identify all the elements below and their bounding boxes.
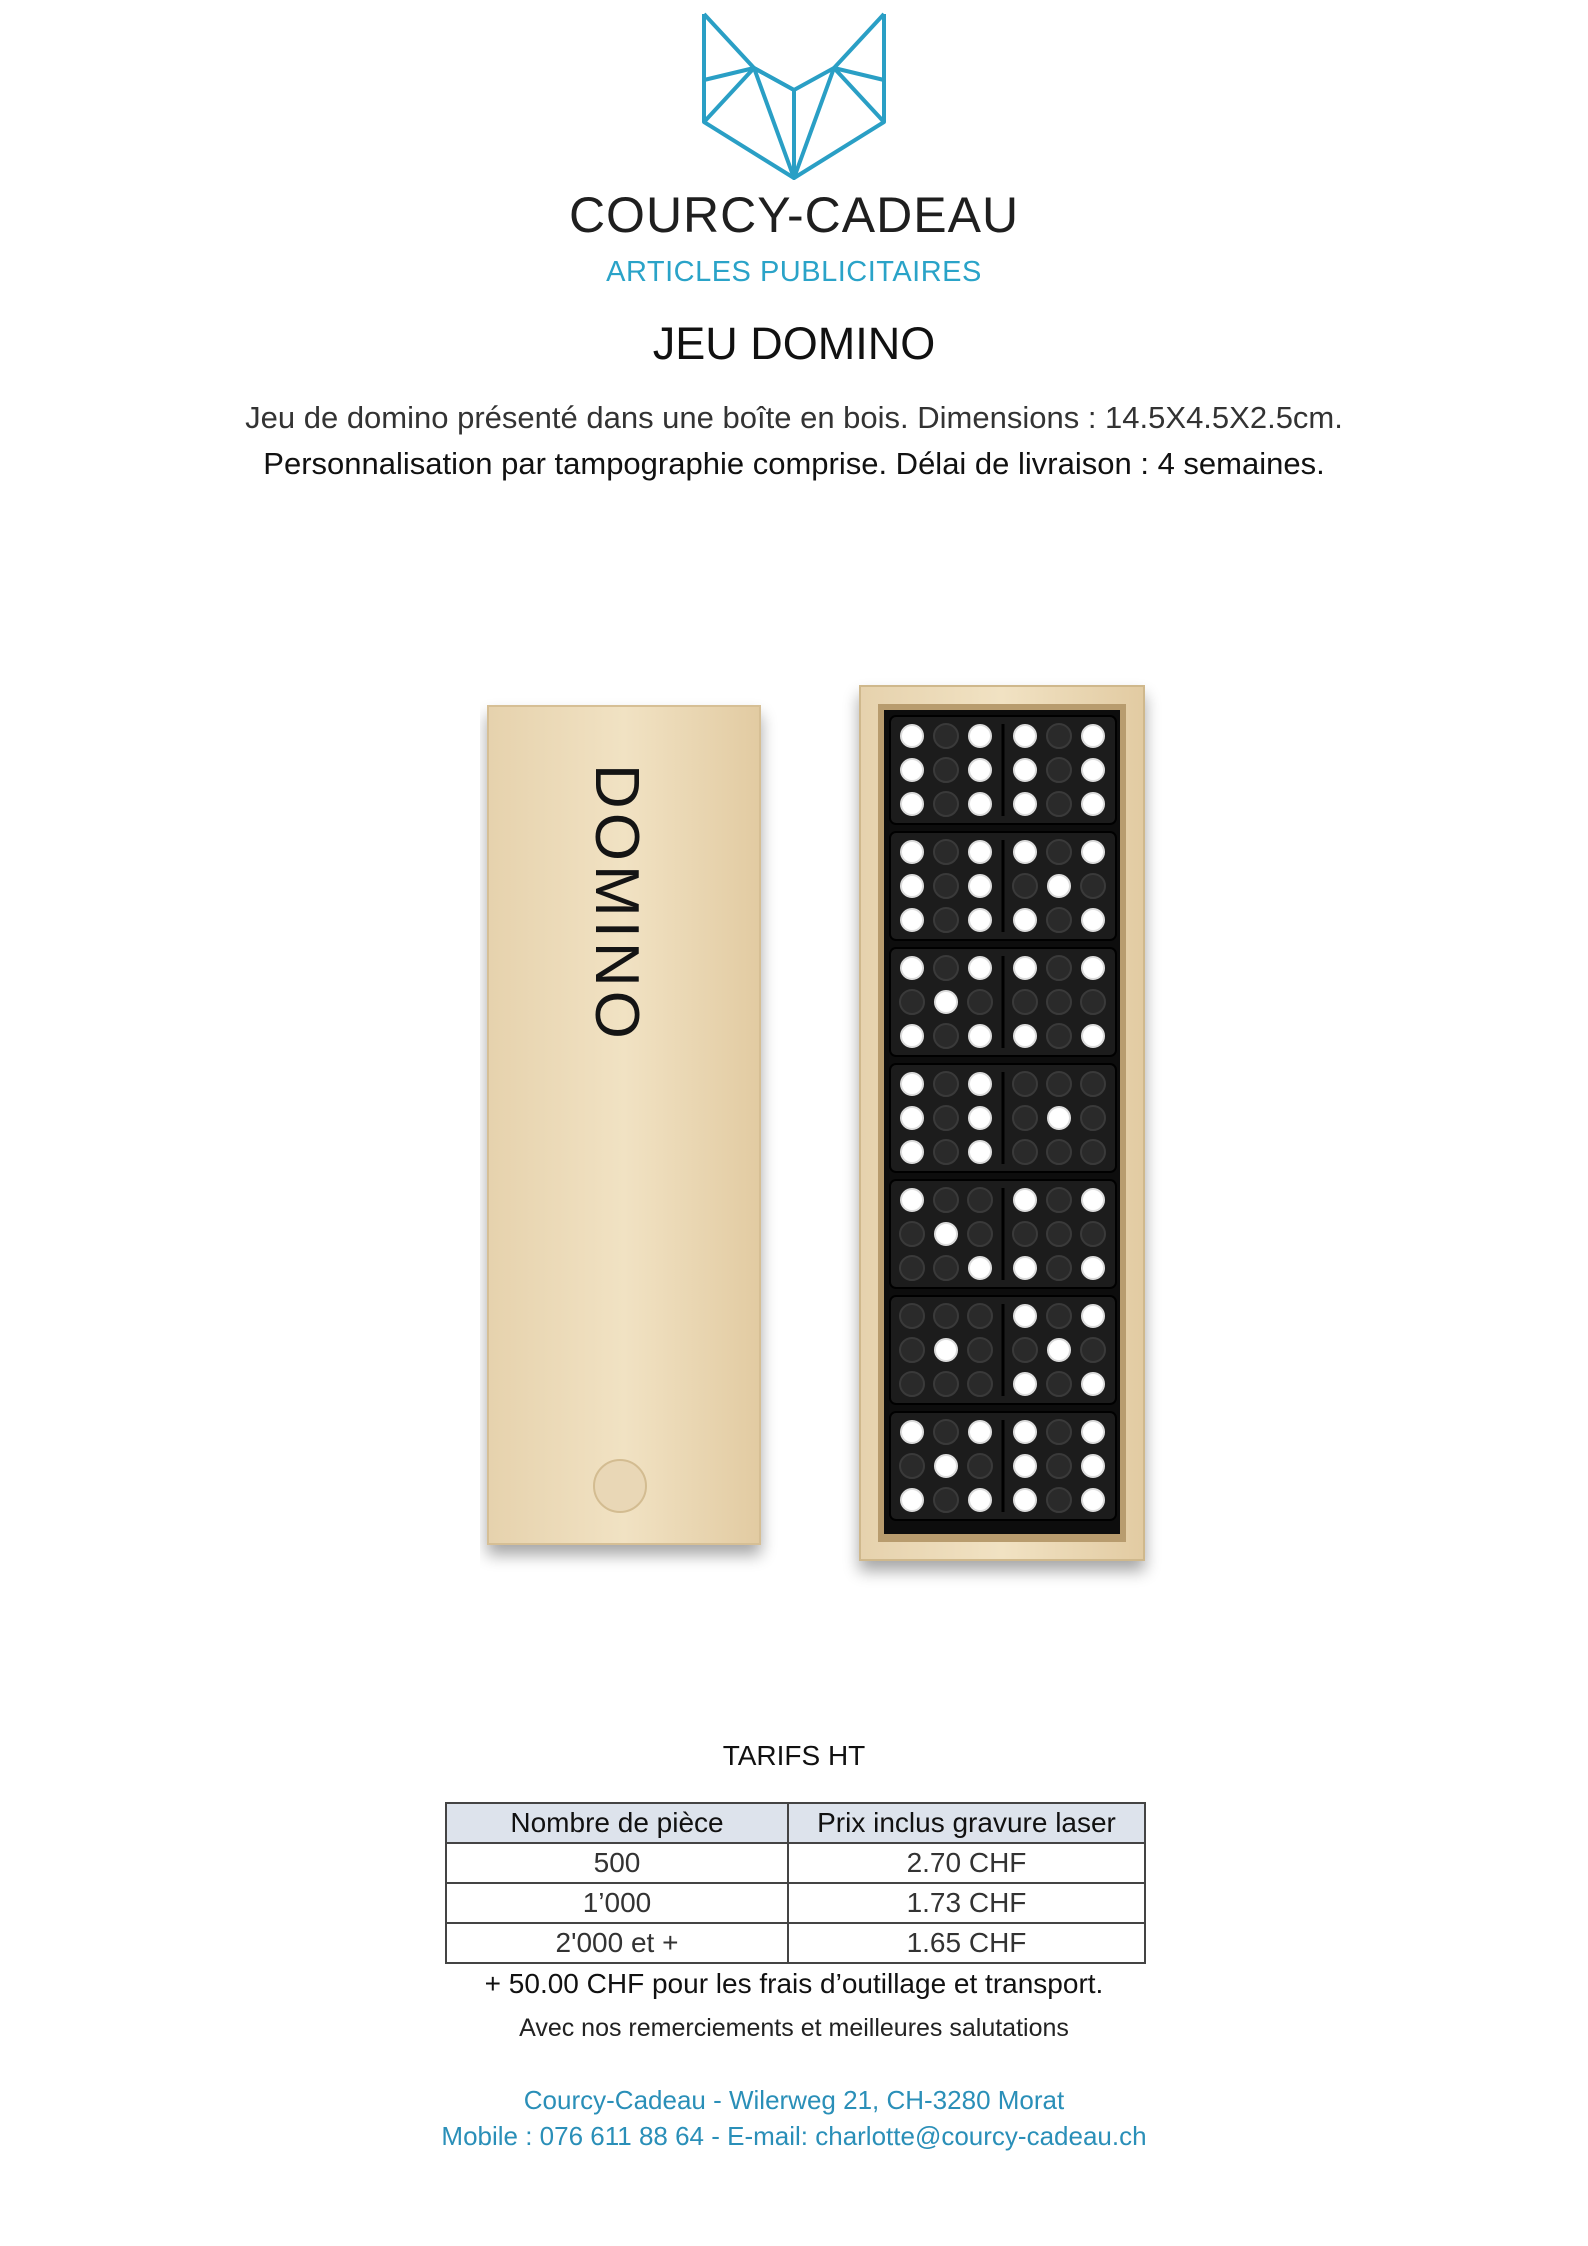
domino-pip (1082, 759, 1104, 781)
domino-pip (1014, 1373, 1036, 1395)
tooling-fee-note: + 50.00 CHF pour les frais d’outillage et transport. (484, 1968, 1104, 1999)
domino-pip-slot (1047, 1454, 1071, 1478)
domino-tile (890, 716, 1116, 824)
domino-pip-slot (1081, 990, 1105, 1014)
courcy-cadeau-logo-icon (694, 10, 894, 180)
domino-pip-slot (934, 1304, 958, 1328)
domino-pip-slot (1047, 1256, 1071, 1280)
domino-pip-slot (1047, 1188, 1071, 1212)
domino-half (901, 724, 991, 816)
domino-pip-slot (900, 1222, 924, 1246)
domino-pip (969, 1257, 991, 1279)
domino-pip (1014, 1489, 1036, 1511)
domino-pip-slot (1081, 1072, 1105, 1096)
domino-pip (901, 1141, 923, 1163)
table-row (446, 1923, 1145, 1963)
domino-pip-slot (1047, 990, 1071, 1014)
domino-pip-slot (968, 1222, 992, 1246)
pricing-heading: TARIFS HT (722, 1740, 866, 1771)
product-details: Personnalisation par tampographie comprise. Délai de livraison : 4 semaines. (263, 446, 1325, 481)
domino-pip (1014, 793, 1036, 815)
domino-pip-slot (1013, 1072, 1037, 1096)
domino-tile (890, 1296, 1116, 1404)
domino-half (1013, 1188, 1105, 1280)
domino-pip-slot (1013, 1338, 1037, 1362)
domino-pip (901, 841, 923, 863)
footer-address: Courcy-Cadeau - Wilerweg 21, CH-3280 Morat (523, 2085, 1065, 2115)
footer-contact: Mobile : 076 611 88 64 - E-mail: charlotte@courcy-cadeau.ch (441, 2121, 1147, 2151)
domino-pip (1014, 957, 1036, 979)
domino-pip (1014, 1305, 1036, 1327)
domino-pip-slot (1013, 874, 1037, 898)
domino-pip-slot (1047, 758, 1071, 782)
table-row (446, 1843, 1145, 1883)
table-row (446, 1883, 1145, 1923)
domino-pip-slot (1047, 1222, 1071, 1246)
domino-pip (1014, 909, 1036, 931)
quantity-cell: 1’000 (446, 1883, 788, 1923)
domino-pip (901, 875, 923, 897)
domino-pip (1048, 1339, 1070, 1361)
domino-pip (1082, 909, 1104, 931)
domino-pip-slot (900, 1338, 924, 1362)
domino-pip (1082, 1489, 1104, 1511)
domino-pip (969, 725, 991, 747)
domino-pip-slot (934, 1140, 958, 1164)
domino-pip-slot (900, 1454, 924, 1478)
domino-pip-slot (1081, 874, 1105, 898)
domino-pip-slot (900, 1256, 924, 1280)
domino-pip (969, 909, 991, 931)
domino-pip-slot (934, 792, 958, 816)
page-title: JEU DOMINO (652, 318, 936, 369)
domino-pip (969, 1141, 991, 1163)
domino-pip-slot (1047, 724, 1071, 748)
domino-half (1014, 1420, 1104, 1512)
domino-pip-slot (900, 1372, 924, 1396)
domino-half (1013, 840, 1105, 932)
domino-pip-slot (1047, 1072, 1071, 1096)
domino-half (1013, 956, 1105, 1048)
domino-pip (901, 1489, 923, 1511)
domino-pip-slot (968, 1338, 992, 1362)
domino-pip-slot (934, 908, 958, 932)
domino-pip (1014, 725, 1036, 747)
domino-pip (969, 957, 991, 979)
domino-tile (890, 1412, 1116, 1520)
domino-pip-slot (1047, 840, 1071, 864)
domino-pip-slot (1047, 1420, 1071, 1444)
domino-pip (969, 1107, 991, 1129)
domino-pip (901, 957, 923, 979)
domino-set (890, 716, 1116, 1520)
domino-pip (901, 909, 923, 931)
domino-pip-slot (1013, 990, 1037, 1014)
domino-pip-slot (934, 1106, 958, 1130)
domino-pip-slot (934, 1256, 958, 1280)
domino-pip (935, 1339, 957, 1361)
domino-pip (901, 1189, 923, 1211)
domino-pip (1014, 841, 1036, 863)
domino-pip (1082, 1189, 1104, 1211)
domino-pip (969, 1489, 991, 1511)
quantity-cell: 2'000 et + (446, 1923, 788, 1963)
price-cell: 2.70 CHF (788, 1843, 1145, 1883)
domino-pip-slot (968, 990, 992, 1014)
domino-pip-slot (1047, 1024, 1071, 1048)
domino-pip (969, 759, 991, 781)
domino-half (900, 1188, 992, 1280)
domino-pip (901, 725, 923, 747)
domino-pip (901, 1107, 923, 1129)
domino-half (1013, 1304, 1105, 1396)
domino-pip-slot (934, 956, 958, 980)
domino-pip-slot (1081, 1338, 1105, 1362)
domino-pip (1014, 1455, 1036, 1477)
price-table (445, 1802, 1146, 1964)
domino-tile (890, 948, 1116, 1056)
domino-pip (901, 759, 923, 781)
domino-pip-slot (934, 1188, 958, 1212)
brand-name: COURCY-CADEAU (568, 187, 1020, 243)
domino-half (1013, 1072, 1105, 1164)
domino-half (901, 840, 991, 932)
domino-pip (1082, 793, 1104, 815)
domino-pip (1014, 1025, 1036, 1047)
domino-pip-slot (1081, 1140, 1105, 1164)
domino-pip (935, 1223, 957, 1245)
domino-pip-slot (900, 1304, 924, 1328)
domino-pip-slot (934, 1372, 958, 1396)
domino-pip-slot (1047, 1304, 1071, 1328)
domino-pip (969, 1025, 991, 1047)
domino-pip (1082, 1305, 1104, 1327)
domino-pip (901, 793, 923, 815)
domino-pip (1082, 841, 1104, 863)
domino-pip-slot (900, 990, 924, 1014)
domino-pip (969, 793, 991, 815)
domino-pip (969, 1421, 991, 1443)
domino-pip (1048, 875, 1070, 897)
domino-pip (1082, 1421, 1104, 1443)
domino-half (901, 1072, 991, 1164)
domino-pip-slot (934, 840, 958, 864)
domino-pip-slot (968, 1454, 992, 1478)
domino-pip-slot (1013, 1140, 1037, 1164)
domino-pip (969, 1073, 991, 1095)
table-header-row (446, 1803, 1145, 1843)
domino-pip (969, 875, 991, 897)
column-header-price: Prix inclus gravure laser (788, 1803, 1145, 1843)
domino-pip-slot (1047, 1140, 1071, 1164)
column-header-quantity: Nombre de pièce (446, 1803, 788, 1843)
price-cell: 1.73 CHF (788, 1883, 1145, 1923)
domino-pip-slot (1047, 1372, 1071, 1396)
domino-pip (1082, 1257, 1104, 1279)
brand-tagline: ARTICLES PUBLICITAIRES (606, 256, 982, 288)
domino-pip-slot (968, 1188, 992, 1212)
domino-tile (890, 1180, 1116, 1288)
domino-pip-slot (1081, 1222, 1105, 1246)
quantity-cell: 500 (446, 1843, 788, 1883)
domino-pip (1082, 725, 1104, 747)
domino-pip-slot (1013, 1106, 1037, 1130)
lid-label: DOMINO (582, 764, 651, 1043)
domino-pip-slot (934, 758, 958, 782)
domino-pip (1082, 1373, 1104, 1395)
domino-half (900, 1304, 992, 1396)
price-cell: 1.65 CHF (788, 1923, 1145, 1963)
domino-pip (901, 1421, 923, 1443)
domino-half (900, 1420, 992, 1512)
product-description: Jeu de domino présenté dans une boîte en bois. Dimensions : 14.5X4.5X2.5cm. (245, 400, 1343, 435)
domino-pip (1014, 1257, 1036, 1279)
domino-pip (901, 1025, 923, 1047)
domino-tile (890, 832, 1116, 940)
domino-pip-slot (968, 1372, 992, 1396)
domino-pip (969, 841, 991, 863)
domino-half (1014, 724, 1104, 816)
domino-half (900, 956, 992, 1048)
domino-pip (935, 991, 957, 1013)
domino-pip-slot (934, 874, 958, 898)
domino-pip (1014, 1189, 1036, 1211)
domino-tile (890, 1064, 1116, 1172)
domino-pip-slot (934, 1488, 958, 1512)
domino-pip (1014, 759, 1036, 781)
domino-pip (1082, 1025, 1104, 1047)
domino-pip-slot (1047, 908, 1071, 932)
domino-pip (1048, 1107, 1070, 1129)
domino-pip-slot (1081, 1106, 1105, 1130)
domino-pip (1082, 1455, 1104, 1477)
domino-pip (935, 1455, 957, 1477)
domino-pip (1082, 957, 1104, 979)
domino-pip-slot (1047, 1488, 1071, 1512)
product-image (480, 670, 1180, 1590)
domino-pip-slot (934, 724, 958, 748)
domino-pip-slot (1047, 792, 1071, 816)
closing-greeting: Avec nos remerciements et meilleures salutations (519, 2014, 1069, 2042)
domino-pip-slot (968, 1304, 992, 1328)
domino-pip-slot (1013, 1222, 1037, 1246)
domino-pip-slot (934, 1072, 958, 1096)
domino-pip-slot (1047, 956, 1071, 980)
domino-pip (901, 1073, 923, 1095)
domino-pip-slot (934, 1024, 958, 1048)
domino-pip (1014, 1421, 1036, 1443)
domino-pip-slot (934, 1420, 958, 1444)
